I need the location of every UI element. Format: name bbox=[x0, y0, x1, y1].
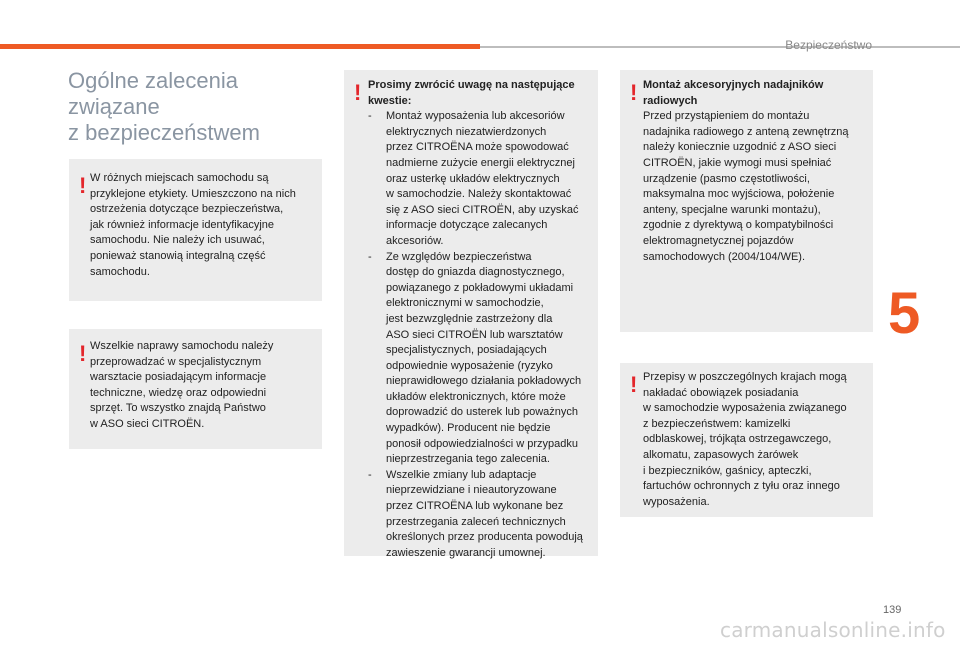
text-line: alkomatu, zapasowych żarówek bbox=[643, 448, 799, 461]
text-line: jest bezwzględnie zastrzeżony dla bbox=[386, 312, 553, 325]
text-line: nadajnika radiowego z anteną zewnętrzną bbox=[643, 125, 849, 138]
text-line: wyposażenia. bbox=[643, 495, 710, 508]
text-line: elektronicznymi w samochodzie, bbox=[386, 297, 544, 310]
text-line: nieprzestrzegania tego zalecenia. bbox=[386, 453, 550, 466]
note-heading: radiowych bbox=[643, 94, 698, 107]
text-line: ponosił odpowiedzialności w przypadku bbox=[386, 437, 579, 450]
text-line: sprzęt. To wszystko znajdą Państwo bbox=[90, 402, 266, 415]
list-item bbox=[368, 250, 598, 468]
text-line: W różnych miejscach samochodu są bbox=[90, 172, 269, 184]
text-line: należy koniecznie uzgodnić z ASO sieci bbox=[643, 141, 837, 154]
text-line: samochodu. Nie należy ich usuwać, bbox=[90, 234, 265, 247]
note-radio bbox=[620, 70, 873, 332]
text-line: powiązanego z pokładowymi układami bbox=[386, 281, 574, 294]
note-attention bbox=[344, 70, 598, 559]
note-heading: Prosimy zwrócić uwagę na następujące bbox=[368, 79, 575, 91]
text-line: Wszelkie naprawy samochodu należy bbox=[90, 340, 274, 352]
text-line: dostęp do gniazda diagnostycznego, bbox=[386, 266, 565, 279]
note-repairs bbox=[69, 329, 322, 449]
text-line: przyklejone etykiety. Umieszczono na nich bbox=[90, 187, 296, 200]
note-heading: kwestie: bbox=[368, 94, 412, 107]
text-line: samochodu. bbox=[90, 265, 150, 278]
title-line: Ogólne zalecenia bbox=[68, 68, 239, 93]
section-title: Bezpieczeństwo bbox=[785, 38, 872, 52]
text-line: z bezpieczeństwem: kamizelki bbox=[643, 417, 791, 430]
text-line: doprowadzić do usterek lub poważnych bbox=[386, 406, 579, 419]
warning-icon: ! bbox=[630, 80, 638, 105]
watermark: carmanualsonline.info bbox=[720, 618, 946, 642]
text-line: wypadków). Producent nie będzie bbox=[386, 422, 551, 435]
text-line: nieprawidłowego działania pokładowych bbox=[386, 375, 582, 388]
list-item bbox=[368, 468, 598, 562]
list-dash: - bbox=[368, 110, 372, 123]
text-line: samochodowych (2004/104/WE). bbox=[643, 250, 806, 263]
text-line: nakładać obowiązek posiadania bbox=[643, 386, 799, 399]
text-line: w samochodzie. Należy skontaktować bbox=[386, 188, 572, 201]
header-accent-bar bbox=[0, 44, 480, 49]
text-line: maksymalna moc wyjściowa, położenie bbox=[643, 188, 835, 201]
text-line: Wszelkie zmiany lub adaptacje bbox=[386, 468, 537, 481]
text-line: w ASO sieci CITROËN. bbox=[90, 417, 205, 430]
text-line: Montaż wyposażenia lub akcesoriów bbox=[386, 110, 565, 123]
text-line: warsztacie posiadającym informacje bbox=[90, 371, 267, 384]
text-line: odblaskowej, trójkąta ostrzegawczego, bbox=[643, 433, 832, 446]
text-line: ASO sieci CITROËN lub warsztatów bbox=[386, 328, 563, 341]
text-line: przestrzegania zaleceń technicznych bbox=[386, 515, 566, 528]
text-line: układów elektronicznych, które może bbox=[386, 390, 566, 403]
text-line: ostrzeżenia dotyczące bezpieczeństwa, bbox=[90, 203, 284, 216]
text-line: nadmierne zużycie energii elektrycznej bbox=[386, 156, 575, 169]
warning-icon: ! bbox=[630, 372, 638, 397]
list-dash: - bbox=[368, 250, 372, 263]
text-line: w samochodzie wyposażenia związanego bbox=[643, 402, 847, 415]
text-line: Ze względów bezpieczeństwa bbox=[386, 250, 532, 263]
text-line: się z ASO sieci CITROËN, aby uzyskać bbox=[386, 203, 579, 216]
page-number: 139 bbox=[883, 604, 902, 616]
text-line: urządzenie (pasmo częstotliwości, bbox=[643, 172, 810, 185]
warning-icon: ! bbox=[79, 341, 87, 366]
text-line: Przed przystąpieniem do montażu bbox=[643, 110, 810, 123]
text-line: techniczne, wiedzę oraz odpowiedni bbox=[90, 386, 267, 399]
text-line: specjalistycznych, posiadających bbox=[386, 344, 547, 357]
text-line: CITROËN, jakie wymogi musi spełniać bbox=[643, 156, 832, 169]
text-line: zgodnie z dyrektywą o kompatybilności bbox=[643, 219, 834, 232]
text-line: oraz usterkę układów elektrycznych bbox=[386, 172, 560, 185]
text-line: akcesoriów. bbox=[386, 234, 444, 247]
text-line: określonych przez producenta powodują bbox=[386, 531, 583, 544]
text-line: elektrycznych niezatwierdzonych bbox=[386, 125, 547, 138]
text-line: Przepisy w poszczególnych krajach mogą bbox=[643, 371, 847, 383]
list-dash: - bbox=[368, 468, 372, 481]
title-line: związane bbox=[68, 94, 160, 119]
note-regulations bbox=[620, 363, 873, 517]
warning-icon: ! bbox=[79, 173, 87, 198]
text-line: anteny, specjalne warunki montażu), bbox=[643, 203, 821, 216]
warning-icon: ! bbox=[354, 80, 362, 105]
page-title bbox=[68, 68, 328, 146]
text-line: przez CITROËNA może spowodować bbox=[386, 141, 569, 154]
text-line: fartuchów ochronnych z tyłu oraz innego bbox=[643, 480, 840, 493]
header-rule bbox=[480, 46, 960, 48]
text-line: informacje dotyczące zalecanych bbox=[386, 219, 548, 232]
text-line: ponieważ stanowią integralną część bbox=[90, 249, 266, 262]
text-line: przez CITROËNA lub wykonane bez bbox=[386, 500, 564, 513]
text-line: zawieszenie gwarancji umownej. bbox=[386, 546, 546, 559]
chapter-number: 5 bbox=[888, 281, 921, 346]
text-line: i bezpieczników, gaśnicy, apteczki, bbox=[643, 464, 812, 477]
note-labels bbox=[69, 159, 322, 301]
note-heading: Montaż akcesoryjnych nadajników bbox=[643, 79, 824, 91]
text-line: nieprzewidziane i nieautoryzowane bbox=[386, 484, 557, 497]
text-line: odpowiednie wyposażenie (ryzyko bbox=[386, 359, 553, 372]
text-line: jak również informacje identyfikacyjne bbox=[90, 218, 275, 231]
text-line: elektromagnetycznej pojazdów bbox=[643, 234, 794, 247]
text-line: przeprowadzać w specjalistycznym bbox=[90, 355, 262, 368]
title-line: z bezpieczeństwem bbox=[68, 120, 260, 145]
list-item bbox=[368, 109, 598, 249]
